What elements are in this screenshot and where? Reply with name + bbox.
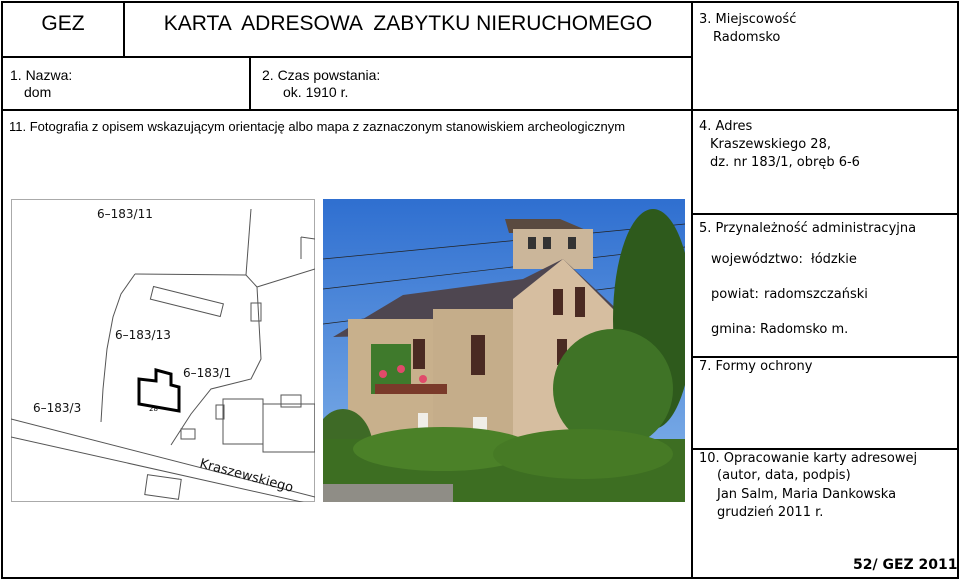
field-3-label: 3. Miejscowość bbox=[699, 12, 797, 27]
field-2-value: ok. 1910 r. bbox=[283, 84, 349, 100]
field-4-label: 4. Adres bbox=[699, 119, 753, 134]
wojewodztwo-label: województwo: bbox=[711, 252, 803, 267]
building-photo-drawing bbox=[323, 199, 685, 502]
parcel-label-1: 6–183/11 bbox=[97, 207, 153, 221]
field-11-label: 11. Fotografia z opisem wskazującym orientację albo mapa z zaznaczonym stanowiskiem archeologicznym bbox=[9, 119, 626, 134]
powiat-value: radomszczański bbox=[764, 287, 868, 302]
field-5-label: 5. Przynależność administracyjna bbox=[699, 221, 917, 236]
card-number: 52/ GEZ 2011 bbox=[853, 557, 958, 573]
house-number: 28 bbox=[149, 405, 158, 413]
field-10-label-1: 10. Opracowanie karty adresowej bbox=[699, 451, 918, 466]
field-10-value-1: Jan Salm, Maria Dankowska bbox=[717, 487, 897, 502]
field-7-label: 7. Formy ochrony bbox=[699, 359, 813, 374]
powiat-label: powiat: bbox=[711, 287, 759, 302]
cadastral-map bbox=[11, 199, 315, 502]
gmina-value: Radomsko m. bbox=[760, 322, 849, 337]
field-1-label: 1. Nazwa: bbox=[10, 67, 73, 83]
field-4-line-1: Kraszewskiego 28, bbox=[710, 137, 831, 152]
header-code: GEZ bbox=[41, 12, 85, 35]
field-4-line-2: dz. nr 183/1, obręb 6-6 bbox=[710, 155, 860, 170]
parcel-label-2: 6–183/13 bbox=[115, 328, 171, 342]
field-1-value: dom bbox=[24, 84, 52, 100]
wojewodztwo-value: łódzkie bbox=[811, 252, 857, 267]
street-label: Kraszewskiego bbox=[197, 456, 295, 496]
gmina-label: gmina: bbox=[711, 322, 757, 337]
parcel-label-4: 6–183/3 bbox=[33, 401, 82, 415]
building-photo bbox=[323, 199, 685, 502]
field-2-label: 2. Czas powstania: bbox=[262, 67, 381, 83]
field-10-label-2: (autor, data, podpis) bbox=[717, 468, 851, 483]
cadastral-map-drawing bbox=[11, 199, 315, 502]
field-10-value-2: grudzień 2011 r. bbox=[717, 505, 824, 520]
page-title: KARTA ADRESOWA ZABYTKU NIERUCHOMEGO bbox=[163, 12, 653, 35]
parcel-label-3: 6–183/1 bbox=[183, 366, 232, 380]
field-3-value: Radomsko bbox=[713, 30, 781, 45]
